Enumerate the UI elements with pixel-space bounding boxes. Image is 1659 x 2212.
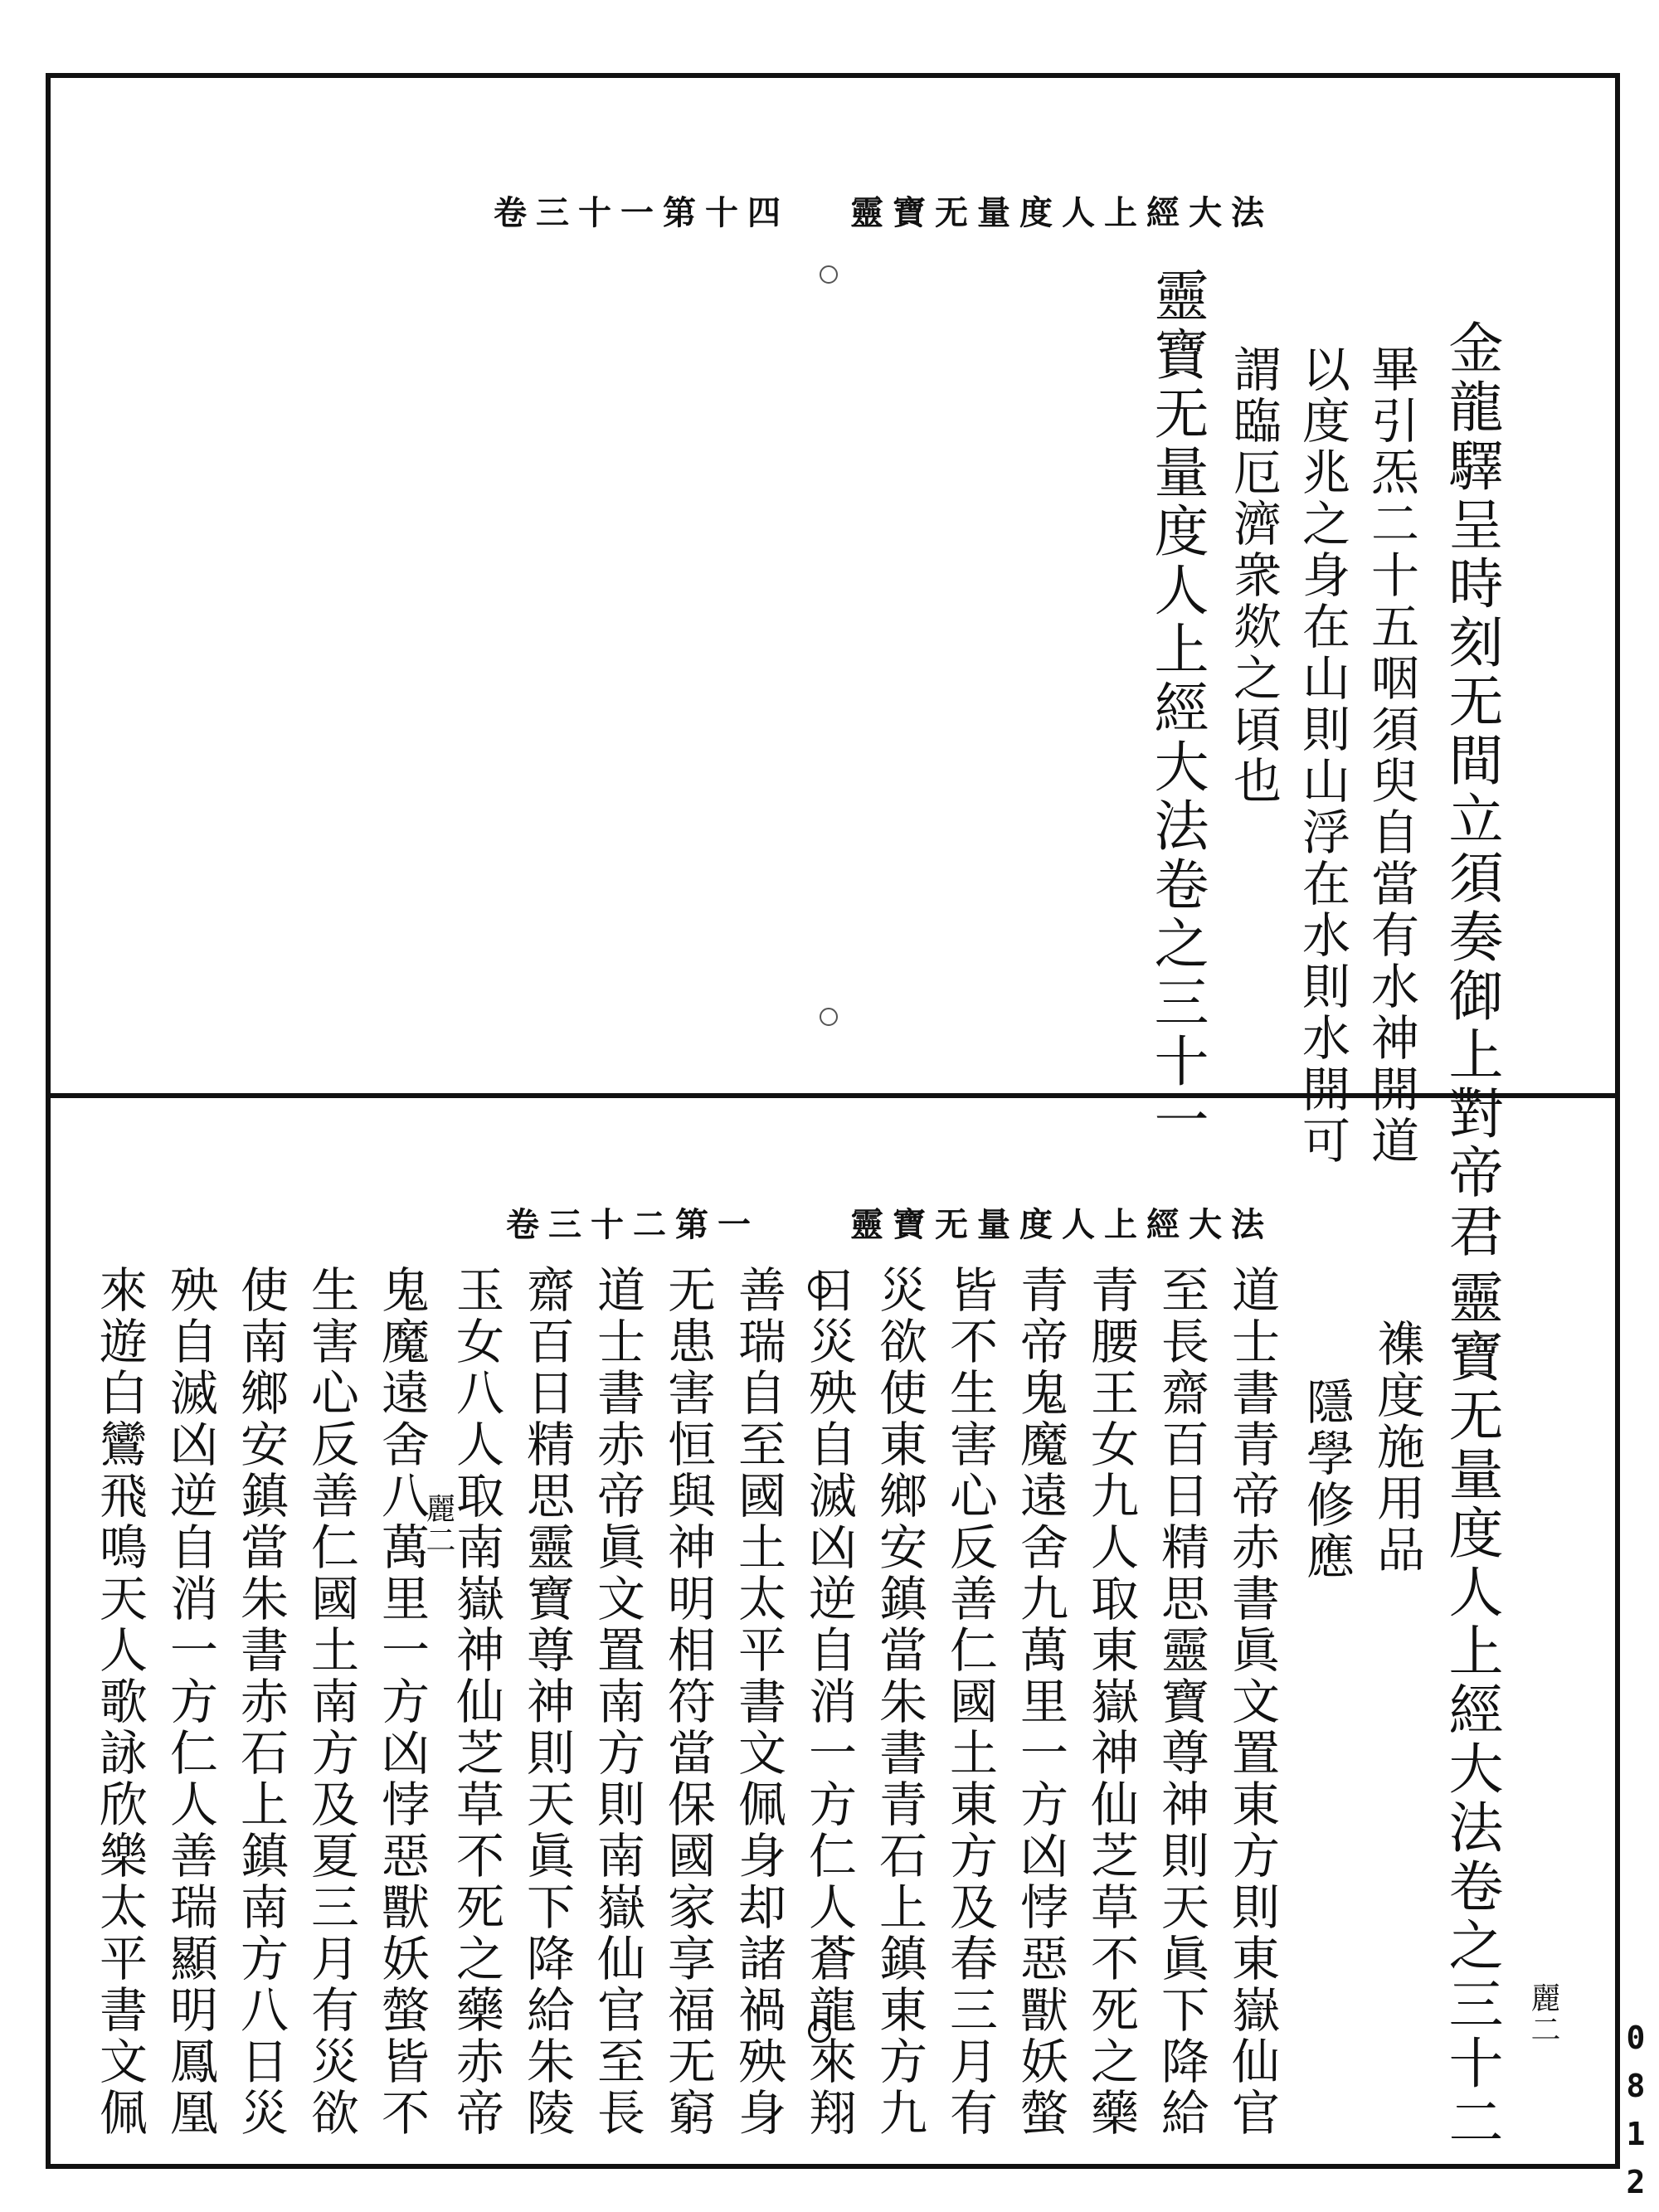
bottom-column-2: 襍度施用品: [1369, 1319, 1425, 1576]
side-mark: 麗二: [1526, 1982, 1560, 2045]
bottom-column-14: 齋百日精思靈寶尊神則天眞下降給朱陵: [518, 1265, 575, 2139]
bottom-column-5: 至長齋百日精思靈寶尊神則天眞下降給: [1153, 1265, 1209, 2139]
side-mark: 麗二: [421, 1493, 455, 1556]
registration-mark: [820, 265, 838, 284]
top-header-title: 靈寶无量度人上經大法: [850, 193, 1273, 232]
bottom-column-8: 皆不生害心反善仁國土東方及春三月有: [941, 1265, 998, 2139]
top-column-3: 以度兆之身在山則山浮在水則水開可: [1294, 344, 1350, 1167]
bottom-column-1: 靈寶无量度人上經大法卷之三十二: [1439, 1269, 1503, 2152]
bottom-column-7: 青帝鬼魔遠舍九萬里一方凶悖惡獸妖螫: [1012, 1265, 1068, 2139]
bottom-header-title: 靈寶无量度人上經大法: [850, 1205, 1273, 1244]
bottom-column-16: 鬼魔遠舍八萬里一方凶悖惡獸妖螫皆不: [373, 1265, 430, 2139]
section-circle-mark: [808, 2020, 831, 2043]
top-header-section: 卷三十一第十四: [494, 193, 790, 232]
bottom-column-17: 生害心反善仁國土南方及夏三月有災欲: [303, 1265, 359, 2139]
section-circle-mark: [808, 1276, 831, 1299]
bottom-header-section: 卷三十二第一: [506, 1205, 760, 1244]
bottom-column-13: 道士書赤帝眞文置南方則南嶽仙官至長: [589, 1265, 645, 2139]
registration-mark: [820, 1008, 838, 1026]
bottom-column-15: 玉女八人取南嶽神仙芝草不死之藥赤帝: [448, 1265, 504, 2139]
bottom-column-3: 隱學修應: [1298, 1377, 1355, 1582]
bottom-column-6: 青腰王女九人取東嶽神仙芝草不死之藥: [1082, 1265, 1139, 2139]
top-column-1: 金龍驛呈時刻无間立須奏御上對帝君: [1439, 319, 1503, 1262]
bottom-column-12: 无患害恒與神明相符當保國家享福无窮: [659, 1265, 716, 2139]
bottom-column-20: 來遊白鸞飛鳴天人歌詠欣樂太平書文佩: [91, 1265, 148, 2139]
bottom-column-19: 殃自滅凶逆自消一方仁人善瑞顯明鳳凰: [162, 1265, 218, 2139]
top-column-5: 靈寶无量度人上經大法卷之三十一: [1145, 267, 1209, 1150]
top-column-4: 謂臨厄濟衆欻之頃也: [1225, 344, 1282, 807]
bottom-column-11: 善瑞自至國土太平書文佩身却諸禍殃身: [730, 1265, 786, 2139]
bottom-column-10: 日災殃自滅凶逆自消一方仁人蒼龍來翔: [800, 1265, 857, 2139]
top-column-2: 畢引炁二十五咽須臾自當有水神開道: [1363, 344, 1419, 1167]
bottom-column-9: 災欲使東鄉安鎮當朱書青石上鎮東方九: [871, 1265, 927, 2139]
bottom-column-18: 使南鄉安鎮當朱書赤石上鎮南方八日災: [232, 1265, 289, 2139]
page-number: 0812: [1618, 2020, 1654, 2212]
bottom-column-4: 道士書青帝赤書眞文置東方則東嶽仙官: [1224, 1265, 1280, 2139]
